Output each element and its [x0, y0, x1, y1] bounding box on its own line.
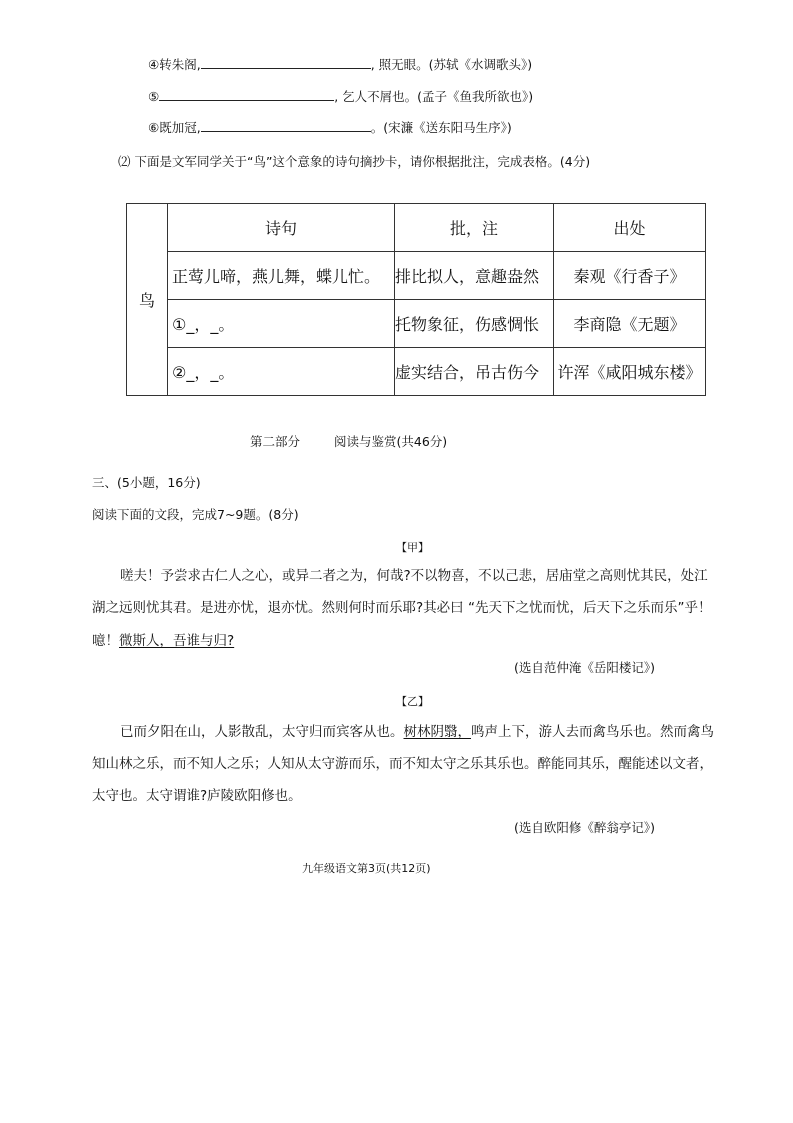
passage-b-line-1: [120, 724, 714, 740]
fill-line-suffix: , 照无眼。(苏轼《水调歌头》): [370, 57, 533, 72]
section-3-heading: 三、(5小题，16分): [92, 475, 201, 490]
fill-line-suffix: , 乞人不屑也。(孟子《鱼我所欲也》): [334, 89, 534, 104]
bird-imagery-table: [126, 203, 706, 396]
passage-text: 已而夕阳在山，人影散乱，太守归而宾客从也。: [120, 724, 404, 740]
passage-a-source: (选自范仲淹《岳阳楼记》): [514, 660, 656, 675]
row-label-bird: 鸟: [127, 204, 168, 396]
question-2: ⑵ 下面是文军同学关于“鸟”这个意象的诗句摘抄卡，请你根据批注，完成表格。(4分): [118, 154, 591, 169]
fill-line-prefix: ⑤: [148, 89, 160, 104]
verse-cell-answer[interactable]: ①_，_。: [168, 300, 395, 348]
table-row: [127, 300, 706, 348]
passage-a-label: 【甲】: [396, 541, 429, 554]
passage-b-line-3: 太守也。太守谓谁?庐陵欧阳修也。: [92, 788, 302, 804]
passage-b-label: 【乙】: [396, 695, 429, 708]
fill-line-5: [148, 88, 533, 105]
passage-a-line-2: 湖之远则忧其君。是进亦忧，退亦忧。然则何时而乐耶?其必曰 “先天下之忧而忧，后天下之乐而乐”乎！: [92, 600, 712, 616]
table-row: [127, 252, 706, 300]
fill-line-6: [148, 119, 512, 136]
passage-text: 噫！: [92, 633, 119, 649]
page-footer: 九年级语文第3页(共12页): [302, 862, 431, 875]
source-cell: 李商隐《无题》: [554, 300, 706, 348]
note-cell: 虚实结合，吊古伤今: [395, 348, 554, 396]
passage-b-source: (选自欧阳修《醉翁亭记》): [514, 820, 656, 835]
underlined-sentence: 微斯人，吾谁与归?: [119, 633, 235, 649]
header-source: 出处: [554, 204, 706, 252]
fill-line-prefix: ④转朱阁,: [148, 57, 201, 72]
note-cell: 排比拟人，意趣盎然: [395, 252, 554, 300]
fill-line-suffix: 。(宋濂《送东阳马生序》): [370, 120, 512, 135]
part2-subtitle: 阅读与鉴赏(共46分): [334, 434, 448, 449]
source-cell: 秦观《行香子》: [554, 252, 706, 300]
note-cell: 托物象征，伤感惆怅: [395, 300, 554, 348]
fill-line-prefix: ⑥既加冠,: [148, 120, 201, 135]
header-verse: 诗句: [168, 204, 395, 252]
fill-line-4: [148, 56, 532, 73]
passage-text: 鸣声上下，游人去而禽鸟乐也。然而禽鸟: [471, 724, 714, 740]
passage-a-line-3: [92, 633, 234, 649]
answer-blank[interactable]: [201, 119, 371, 132]
passage-b-line-2: 知山林之乐，而不知人之乐；人知从太守游而乐，而不知太守之乐其乐也。醉能同其乐，醒能述以文者，: [92, 756, 713, 772]
answer-blank[interactable]: [201, 56, 371, 69]
underlined-phrase: 树林阴翳，: [403, 724, 471, 740]
verse-cell-answer[interactable]: ②_，_。: [168, 348, 395, 396]
part2-title: 第二部分: [250, 434, 301, 449]
answer-blank[interactable]: [159, 88, 334, 101]
source-cell: 许浑《咸阳城东楼》: [554, 348, 706, 396]
table-header-row: [127, 204, 706, 252]
verse-cell: 正莺儿啼，燕儿舞，蝶儿忙。: [168, 252, 395, 300]
header-note: 批，注: [395, 204, 554, 252]
table-row: [127, 348, 706, 396]
reading-instruction: 阅读下面的文段，完成7~9题。(8分): [92, 507, 299, 522]
passage-a-line-1: 嗟夫！予尝求古仁人之心，或异二者之为，何哉?不以物喜，不以己悲，居庙堂之高则忧其民，处江: [120, 568, 708, 584]
